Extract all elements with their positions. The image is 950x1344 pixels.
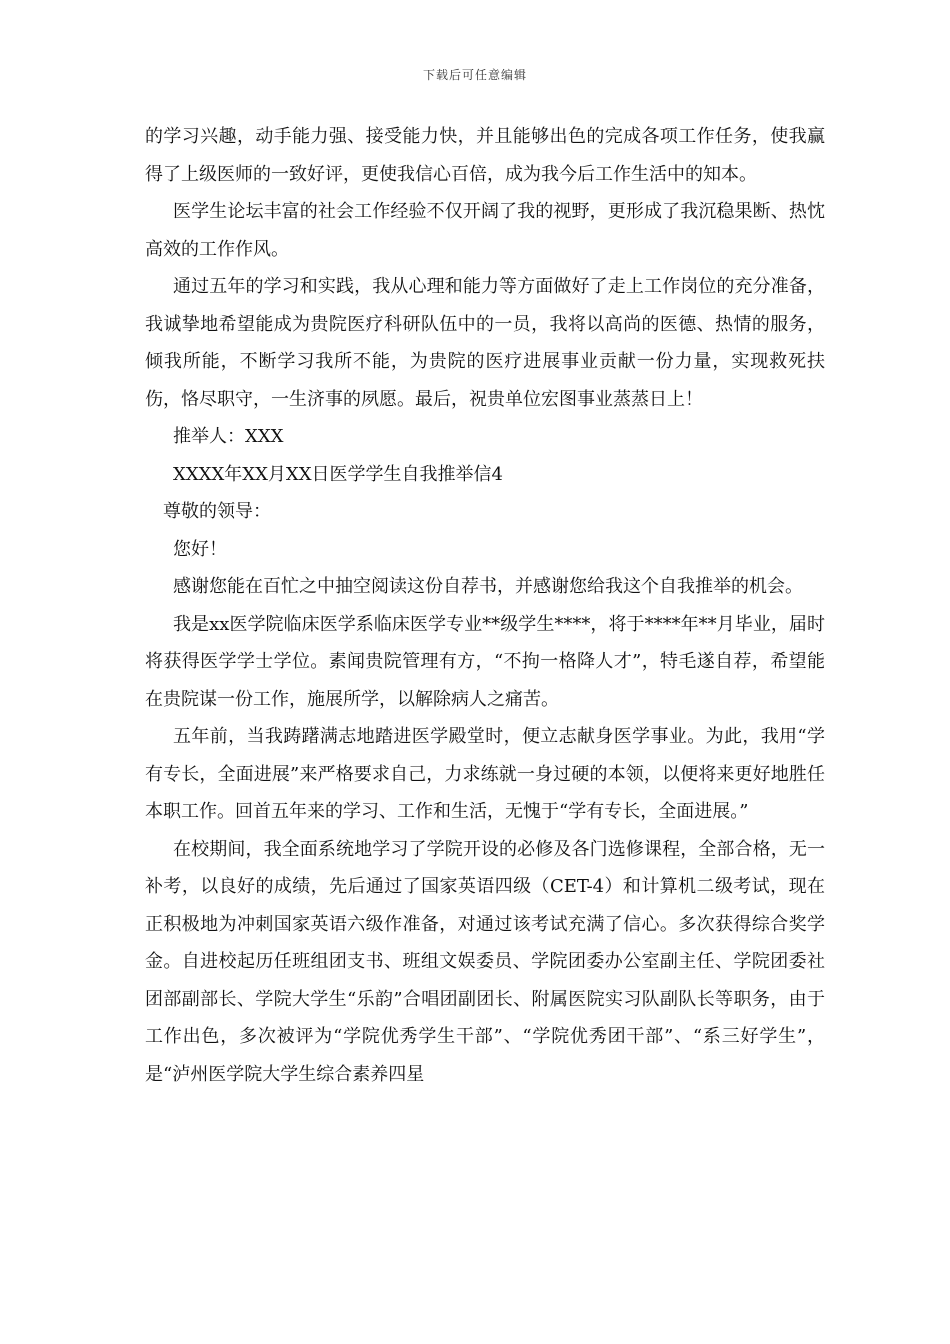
greeting: 您好！ bbox=[173, 538, 227, 560]
letter-title: XXXX年XX月XX日医学学生自我推举信4 bbox=[173, 463, 503, 485]
paragraph-ambition: 五年前，当我踌躇满志地踏进医学殿堂时，便立志献身医学事业。为此，我用“学有专长，全面进展”来严格要求自己，力求练就一身过硬的本领，以便将来更好地胜任本职工作。回首五年来的学习、工作和生活，无愧于“学有专长，全面进展。” bbox=[145, 726, 825, 822]
paragraph-thanks: 感谢您能在百忙之中抽空阅读这份自荐书，并感谢您给我这个自我推举的机会。 bbox=[173, 576, 803, 597]
paragraph-forum-experience: 医学生论坛丰富的社会工作经验不仅开阔了我的视野，更形成了我沉稳果断、热忱高效的工作作风。 bbox=[145, 201, 825, 260]
page-header-note: 下载后可任意编辑 bbox=[422, 68, 527, 82]
document-body bbox=[145, 118, 825, 1093]
salutation: 尊敬的领导： bbox=[163, 501, 271, 522]
paragraph-continuation: 的学习兴趣，动手能力强、接受能力快，并且能够出色的完成各项工作任务，使我赢得了上级医师的一致好评，更使我信心百倍，成为我今后工作生活中的知本。 bbox=[145, 126, 825, 185]
paragraph-school-record: 在校期间，我全面系统地学习了学院开设的必修及各门选修课程，全部合格，无一补考，以良好的成绩，先后通过了国家英语四级（CET-4）和计算机二级考试，现在正积极地为冲刺国家英语六级作准备，对通过该考试充满了信心。多次获得综合奖学金。自进校起历任班组团支书、班组文娱委员、学院团委办公室副主任、学院团委社团部副部长、学院大学生“乐韵”合唱团副团长、附属医院实习队副队长等职务，由于工作出色，多次被评为“学院优秀学生干部”、“学院优秀团干部”、“系三好学生”，是“泸州医学院大学生综合素养四星 bbox=[145, 838, 825, 1085]
recommender-line: 推举人：XXX bbox=[173, 426, 284, 447]
paragraph-five-years: 通过五年的学习和实践，我从心理和能力等方面做好了走上工作岗位的充分准备，我诚挚地希望能成为贵院医疗科研队伍中的一员，我将以高尚的医德、热情的服务，倾我所能，不断学习我所不能，为贵院的医疗进展事业贡献一份力量，实现救死扶伤，恪尽职守，一生济事的夙愿。最后，祝贵单位宏图事业蒸蒸日上！ bbox=[145, 276, 825, 410]
paragraph-introduction: 我是xx医学院临床医学系临床医学专业**级学生****，将于****年**月毕业，届时将获得医学学士学位。素闻贵院管理有方，“不拘一格降人才”，特毛遂自荐，希望能在贵院谋一份工作，施展所学，以解除病人之痛苦。 bbox=[145, 613, 825, 710]
